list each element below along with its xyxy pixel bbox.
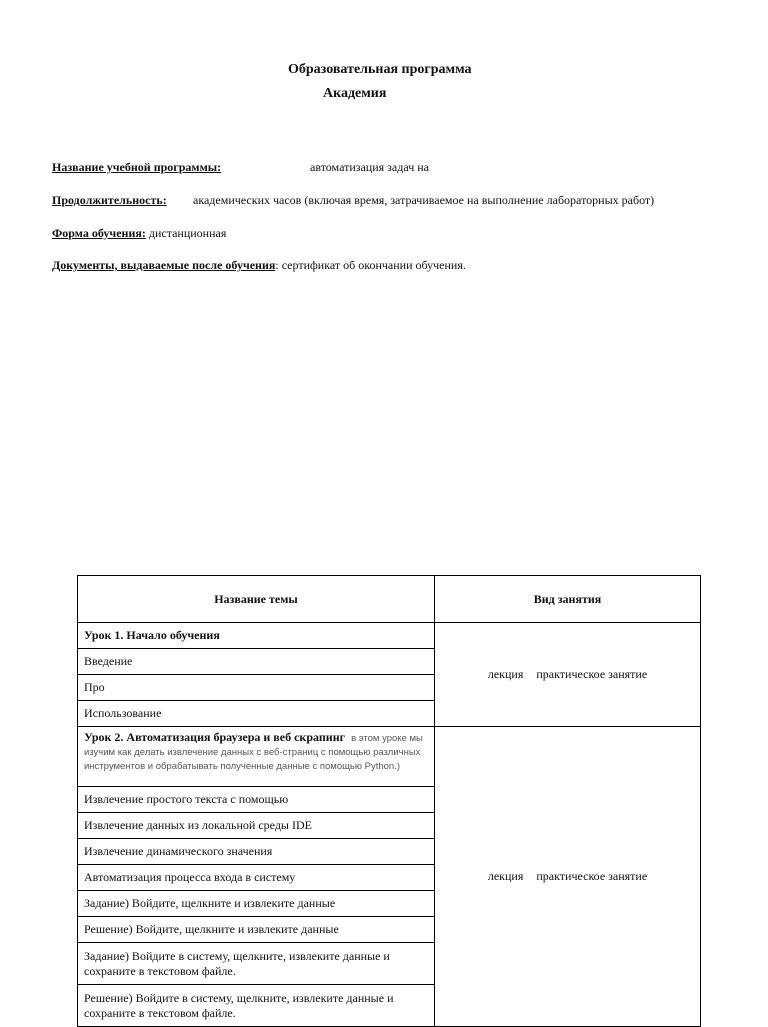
documents-value: : сертификат об окончании обучения. (275, 258, 466, 272)
form-value: дистанционная (148, 226, 227, 240)
header-topic: Название темы (78, 576, 435, 623)
topic-cell: Извлечение динамического значения (78, 839, 435, 865)
topic-cell: Использование (78, 701, 435, 727)
program-name-label: Название учебной программы: (52, 160, 222, 174)
form-label: Форма обучения: (52, 226, 146, 240)
document-subtitle: Академия (323, 86, 387, 101)
topic-cell: Задание) Войдите, щелкните и извлеките данные (78, 891, 435, 917)
table-header-row (78, 576, 701, 623)
topic-cell: Про (78, 675, 435, 701)
topic-cell: Решение) Войдите, щелкните и извлеките данные (78, 917, 435, 943)
topic-cell: Извлечение данных из локальной среды IDE (78, 813, 435, 839)
lesson-2-note: в этом уроке мы изучим как делать извлечение данных с веб-страниц с помощью различных инструментов и обрабатывать полученные данные с помощью Python.) (84, 733, 423, 772)
lesson-2-kind-practice: практическое занятие (536, 869, 648, 883)
table-row (78, 727, 701, 787)
duration-label: Продолжительность: (52, 193, 167, 207)
field-form (52, 226, 226, 241)
field-documents (52, 258, 466, 273)
documents-label: Документы, выдаваемые после обучения (52, 258, 276, 272)
program-table (77, 575, 701, 1027)
lesson-2-kind (435, 727, 701, 1027)
topic-cell: Извлечение простого текста с помощью (78, 787, 435, 813)
lesson-1-title: Урок 1. Начало обучения (78, 623, 435, 649)
lesson-2-cell (78, 727, 435, 787)
topic-cell: Автоматизация процесса входа в систему (78, 865, 435, 891)
topic-cell: Введение (78, 649, 435, 675)
topic-cell: Решение) Войдите в систему, щелкните, извлеките данные и сохраните в текстовом файле. (78, 985, 435, 1027)
lesson-1-kind-lecture: лекция (487, 667, 524, 681)
document-title: Образовательная программа (288, 62, 472, 77)
lesson-2-title: Урок 2. Автоматизация браузера и веб скрапинг (84, 730, 346, 744)
program-name-value: автоматизация задач на (310, 160, 429, 174)
table-row (78, 623, 701, 649)
header-kind: Вид занятия (435, 576, 701, 623)
topic-cell: Задание) Войдите в систему, щелкните, извлеките данные и сохраните в текстовом файле. (78, 943, 435, 985)
duration-value: академических часов (включая время, затрачиваемое на выполнение лабораторных работ) (193, 193, 655, 207)
field-program-name (52, 160, 429, 175)
lesson-1-kind (435, 623, 701, 727)
lesson-1-kind-practice: практическое занятие (536, 667, 648, 681)
lesson-2-kind-lecture: лекция (487, 869, 524, 883)
field-duration (52, 193, 655, 208)
